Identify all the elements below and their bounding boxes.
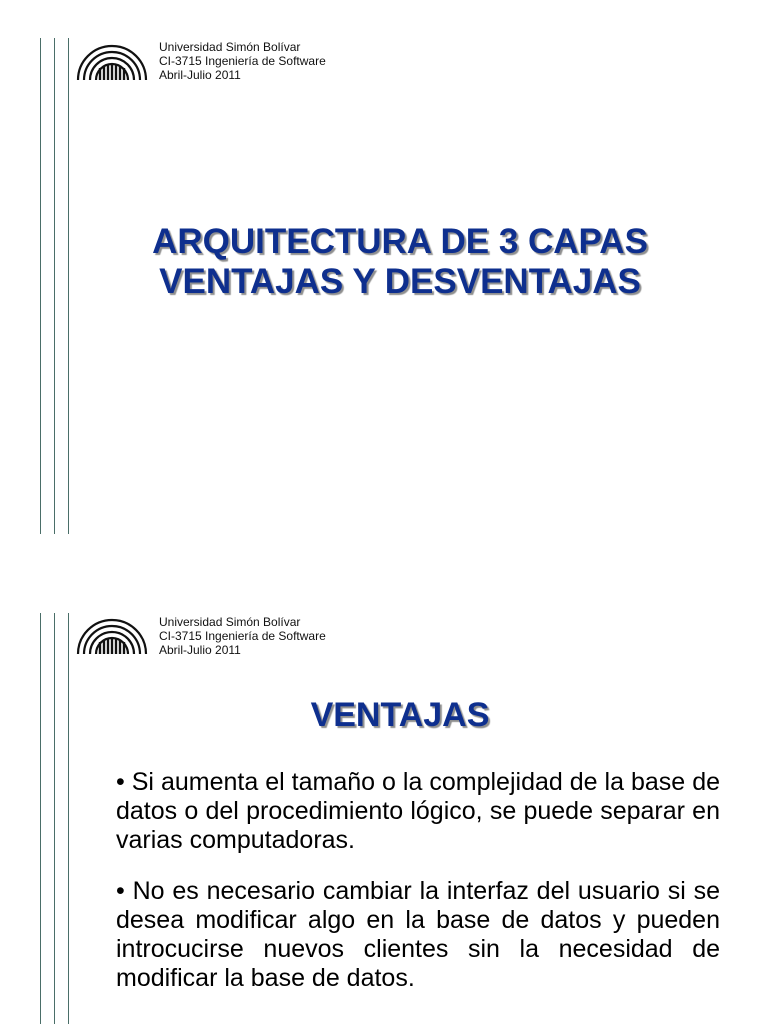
university-name: Universidad Simón Bolívar [159,615,301,629]
bullet-item: • No es necesario cambiar la interfaz del usuario si se desea modificar algo en la base de datos y pueden introcucirse nuevos clientes sin la necesidad de modificar la base de datos. [116,877,720,992]
slide-title-text [60,222,740,302]
slide-ventajas [0,575,768,1024]
university-dome-logo-icon [74,34,150,82]
term: Abril-Julio 2011 [159,68,241,82]
course-name: CI-3715 Ingeniería de Software [159,54,326,68]
university-name: Universidad Simón Bolívar [159,40,301,54]
section-title: VENTAJAS [310,696,490,734]
title-line-1: ARQUITECTURA DE 3 CAPAS [152,222,648,261]
course-name: CI-3715 Ingeniería de Software [159,629,326,643]
title-line-2: VENTAJAS Y DESVENTAJAS [159,262,641,301]
margin-rule [40,613,41,1024]
margin-rule [68,613,69,1024]
course-header [159,40,326,82]
bullet-list [116,768,720,1015]
margin-rule [54,38,55,534]
term: Abril-Julio 2011 [159,643,241,657]
margin-rule [40,38,41,534]
university-dome-logo-icon [74,608,150,656]
margin-rule [54,613,55,1024]
course-header [159,615,326,657]
bullet-item: • Si aumenta el tamaño o la complejidad de la base de datos o del procedimiento lógico, se puede separar en varias computadoras. [116,768,720,854]
